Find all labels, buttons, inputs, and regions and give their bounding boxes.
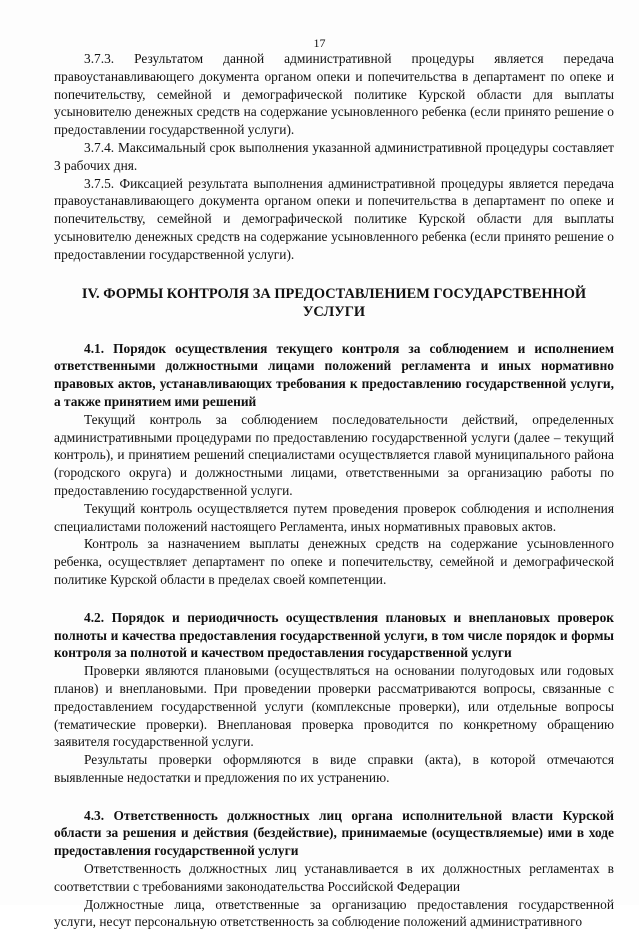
page-number: 17 xyxy=(313,36,326,50)
section-heading: IV. ФОРМЫ КОНТРОЛЯ ЗА ПРЕДОСТАВЛЕНИЕМ ГОСУДАРСТВЕННОЙ УСЛУГИ xyxy=(81,285,587,320)
paragraph-4-3-2: Должностные лица, ответственные за организацию предоставления государственной услуги, несут персональную ответственность за соблюдение положений административного xyxy=(54,896,614,930)
section-gap xyxy=(54,589,614,609)
section-gap xyxy=(54,787,614,807)
paragraph-3-7-5: 3.7.5. Фиксацией результата выполнения административной процедуры является передача правоустанавливающего документа органом опеки и попечительства в департамент по опеке и попечительству, семейной и демографической политике Курской области для выплаты усыновителю денежных средств на содержание усыновленного ребенка (если принято решение о предоставлении государственной услуги). xyxy=(54,175,614,262)
paragraph-4-1-2: Текущий контроль осуществляется путем проведения проверок соблюдения и исполнения специалистами положений настоящего Регламента, иных нормативных правовых актов. xyxy=(54,500,614,534)
paragraph-4-3-1: Ответственность должностных лиц устанавливается в их должностных регламентах в соответствии с требованиями законодательства Российской Федерации xyxy=(54,861,614,894)
paragraph-4-2-2: Результаты проверки оформляются в виде справки (акта), в которой отмечаются выявленные недостатки и предложения по их устранению. xyxy=(54,752,614,785)
subsection-4-2-title: 4.2. Порядок и периодичность осуществления плановых и внеплановых проверок полноты и качества предоставления государственной услуги, в том числе порядок и формы контроля за полнотой и качеством предоставления государственной услуги xyxy=(54,609,614,661)
paragraph-4-1-3: Контроль за назначением выплаты денежных средств на содержание усыновленного ребенка, осуществляет департамент по опеке и попечительству, семейной и демографической политике Курской области в пределах своей компетенции. xyxy=(54,536,614,587)
paragraph-4-2-1: Проверки являются плановыми (осуществляться на основании полугодовых или годовых планов) и внеплановыми. При проведении проверки рассматриваются вопросы, связанные с предоставлением государственной услуги (комплексные проверки), или отдельные вопросы (тематические проверки). Внеплановая проверка проводится по конкретному обращению заявителя государственной услуги. xyxy=(54,663,614,750)
page-body xyxy=(54,50,614,931)
subsection-4-3-title: 4.3. Ответственность должностных лиц органа исполнительной власти Курской области за решения и действия (бездействие), принимаемые (осуществляемые) ими в ходе предоставления государственной услуги xyxy=(54,807,614,859)
subsection-4-1-title: 4.1. Порядок осуществления текущего контроля за соблюдением и исполнением ответственными должностными лицами положений регламента и иных нормативно правовых актов, устанавливающих требования к предоставлению государственной услуги, а также принятием ими решений xyxy=(54,340,614,409)
paragraph-3-7-3: 3.7.3. Результатом данной административной процедуры является передача правоустанавливающего документа органом опеки и попечительства в департамент по опеке и попечительству, семейной и демографической политике Курской области для выплаты усыновителю денежных средств на содержание усыновленного ребенка (если принято решение о предоставлении государственной услуги). xyxy=(54,51,614,138)
paragraph-4-1-1: Текущий контроль за соблюдением последовательности действий, определенных административными процедурами по предоставлению государственной услуги (далее – текущий контроль), и принятием решений специалистами осуществляется главой муниципального района (городского округа) и должностными лицами, ответственными за организацию работы по предоставлению государственной услуги. xyxy=(54,411,614,498)
paragraph-3-7-4: 3.7.4. Максимальный срок выполнения указанной административной процедуры составляет 3 рабочих дня. xyxy=(54,139,614,173)
